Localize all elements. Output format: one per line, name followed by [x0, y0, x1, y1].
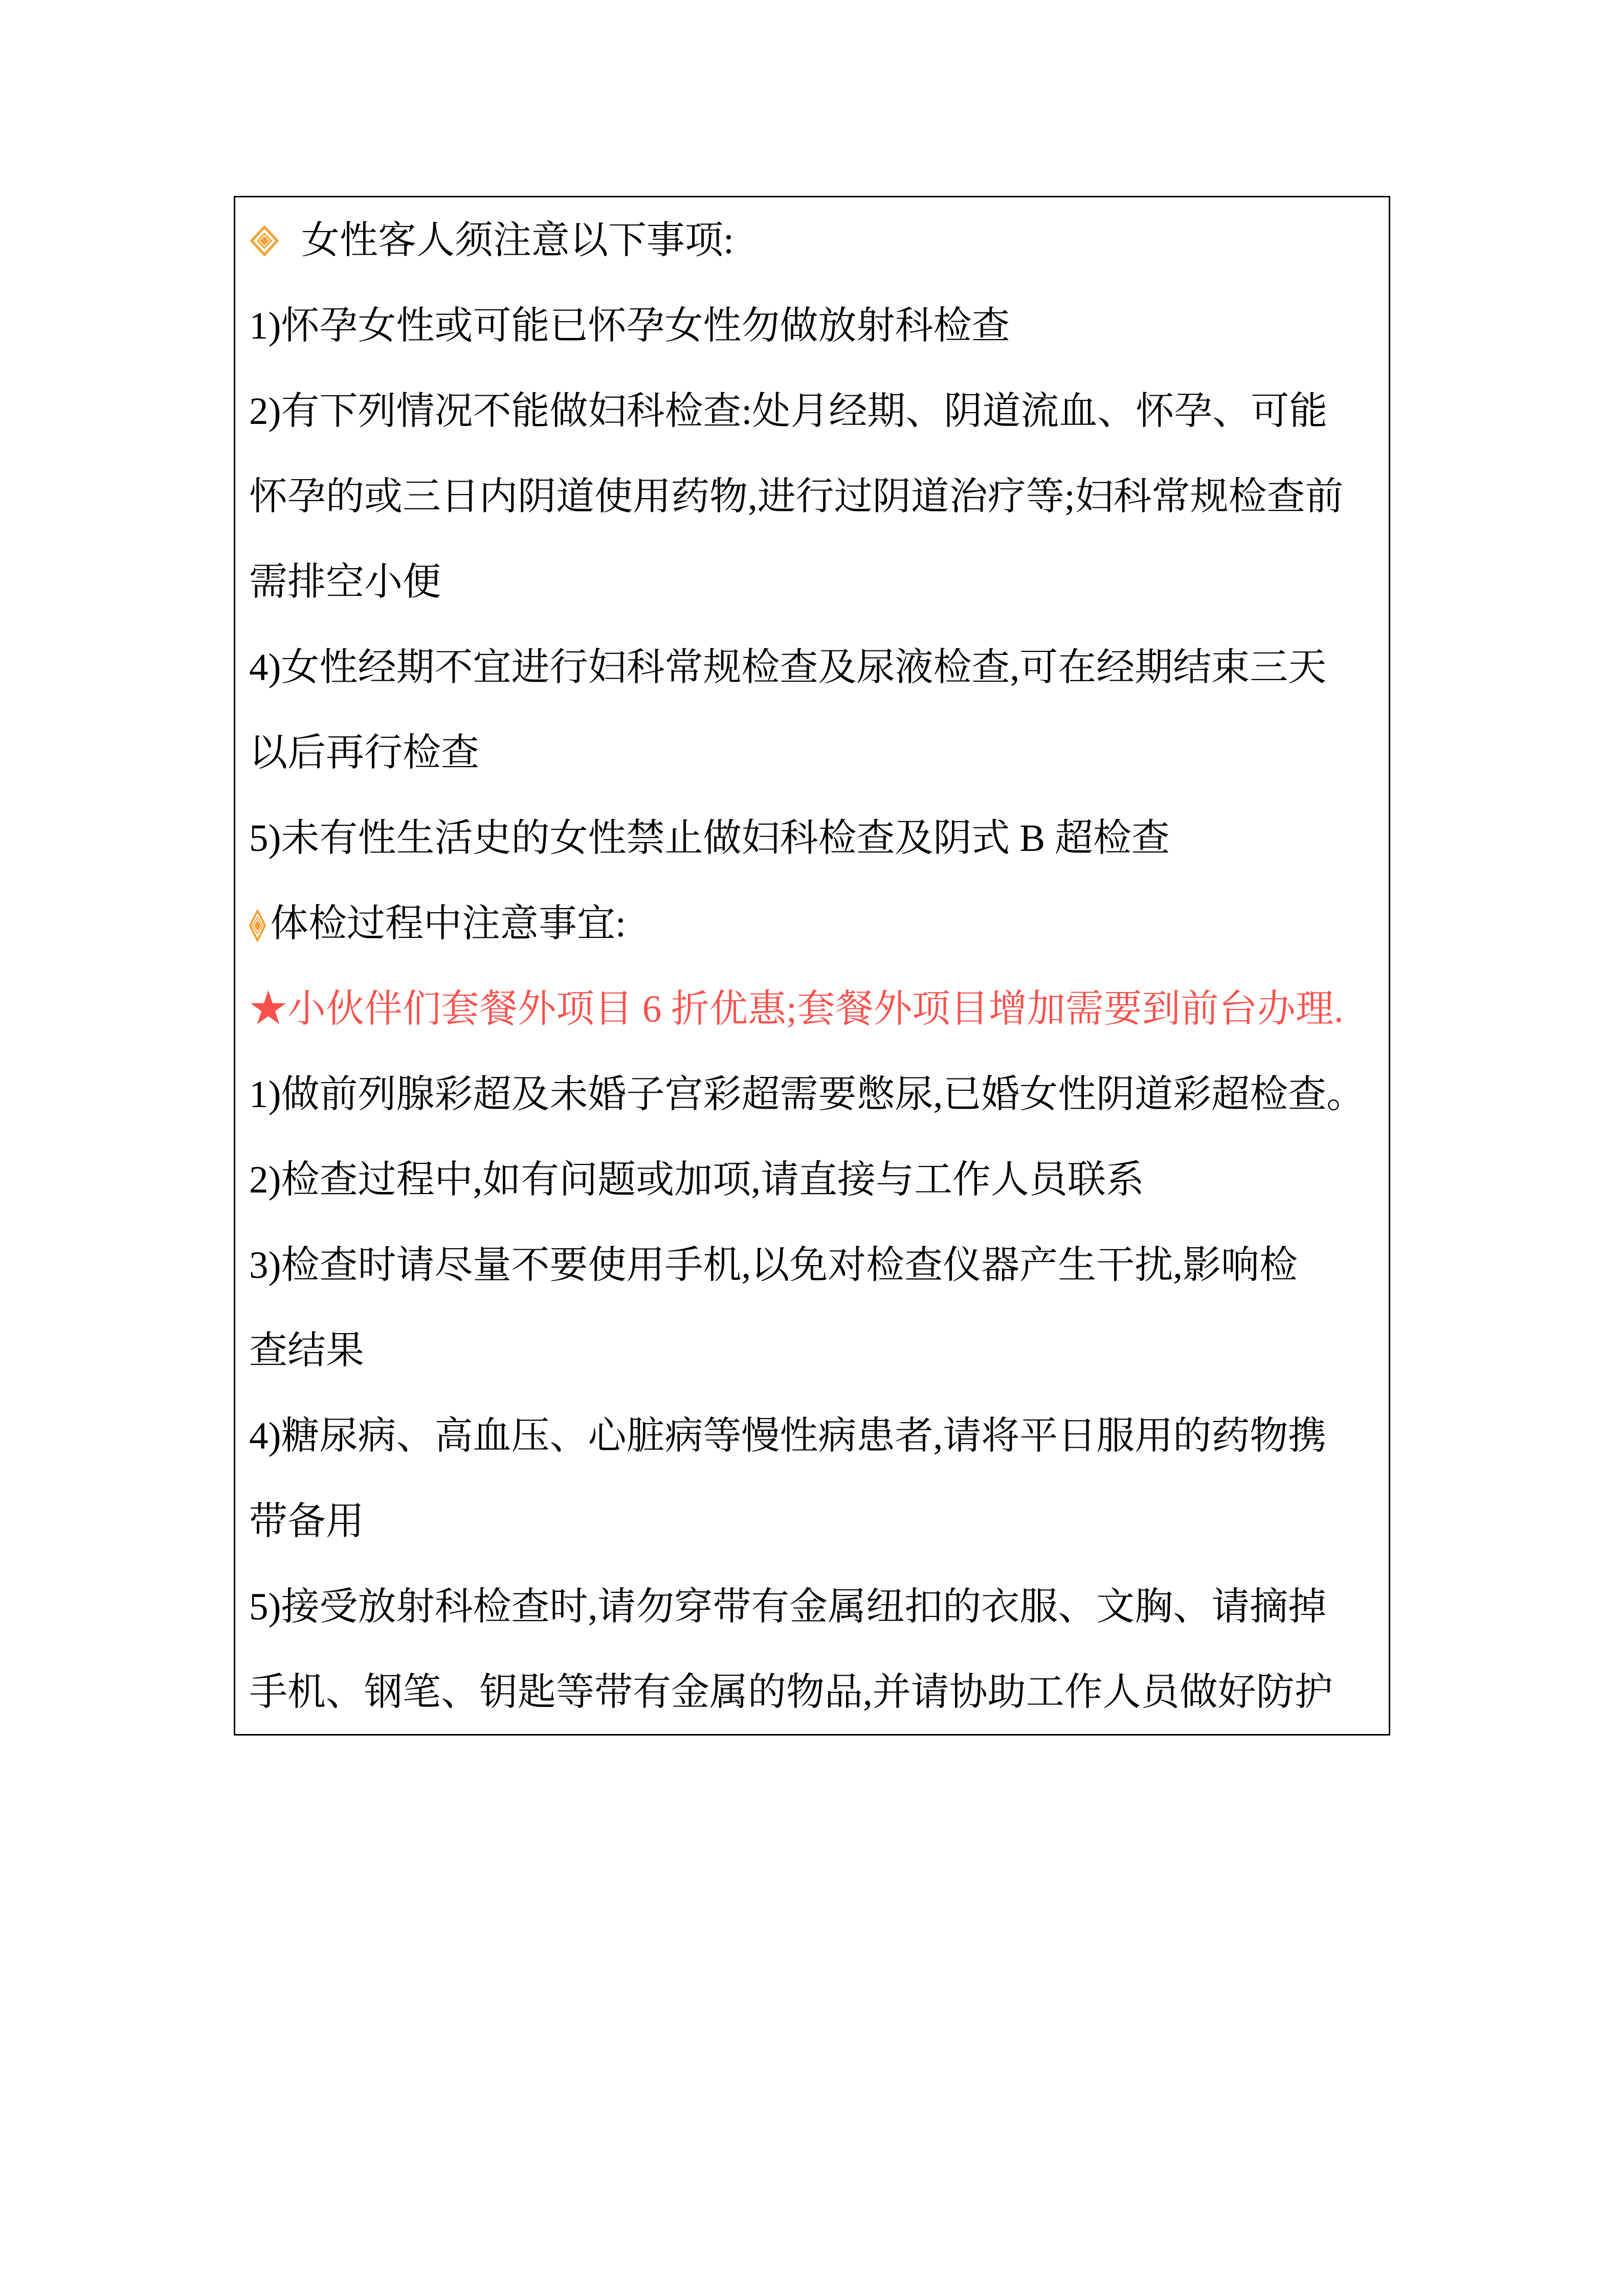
diamond-bullet-icon: [249, 910, 266, 941]
notice-line: 4)糖尿病、高血压、心脏病等慢性病患者,请将平日服用的药物携: [249, 1415, 1327, 1457]
diamond-bullet-icon: [250, 226, 279, 256]
notice-line: 3)检查时请尽量不要使用手机,以免对检查仪器产生干扰,影响检: [249, 1244, 1298, 1287]
section-heading-women-notes: [249, 198, 1381, 283]
notice-line: 2)检查过程中,如有问题或加项,请直接与工作人员联系: [249, 1159, 1144, 1201]
heading-text: 体检过程中注意事宜:: [270, 903, 626, 945]
notice-line: 以后再行检查: [249, 732, 480, 774]
notice-line: 5)接受放射科检查时,请勿穿带有金属纽扣的衣服、文胸、请摘掉: [249, 1586, 1327, 1628]
notice-line: 2)有下列情况不能做妇科检查:处月经期、阴道流血、怀孕、可能: [249, 390, 1328, 433]
notice-line: 需排空小便: [249, 561, 441, 603]
heading-text: 女性客人须注意以下事项:: [301, 219, 734, 262]
notice-line: 5)未有性生活史的女性禁止做妇科检查及阴式 B 超检查: [249, 817, 1170, 860]
notice-line: 4)女性经期不宜进行妇科常规检查及尿液检查,可在经期结束三天: [249, 646, 1327, 689]
notice-line: 1)怀孕女性或可能已怀孕女性勿做放射科检查: [249, 305, 1010, 347]
notice-line: 1)做前列腺彩超及未婚子宫彩超需要憋尿,已婚女性阴道彩超检查。: [249, 1073, 1365, 1116]
notice-line: 查结果: [249, 1330, 365, 1372]
notice-line: 手机、钢笔、钥匙等带有金属的物品,并请协助工作人员做好防护: [249, 1671, 1333, 1714]
notice-table-cell: [234, 196, 1390, 1736]
discount-highlight-line: ★小伙伴们套餐外项目 6 折优惠;套餐外项目增加需要到前台办理.: [249, 988, 1344, 1030]
notice-line: 带备用: [249, 1500, 365, 1543]
section-heading-exam-process-notes: [249, 881, 1381, 966]
notice-line: 怀孕的或三日内阴道使用药物,进行过阴道治疗等;妇科常规检查前: [249, 476, 1344, 518]
